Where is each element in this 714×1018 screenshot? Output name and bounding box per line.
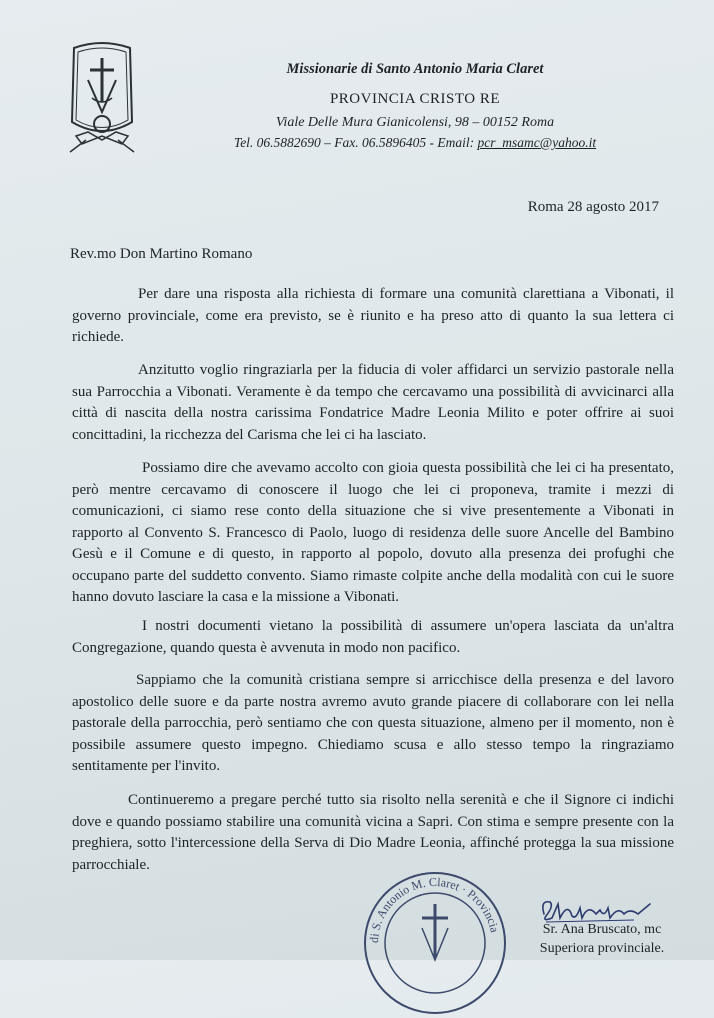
email-link[interactable]: pcr_msamc@yahoo.it: [477, 135, 597, 150]
phone-fax-text: Tel. 06.5882690 – Fax. 06.5896405 - Email:: [233, 135, 478, 150]
signatory-block: [532, 920, 672, 958]
province-name: PROVINCIA CRISTO RE: [329, 91, 501, 107]
organization-name: Missionarie di Santo Antonio Maria Claret: [286, 61, 544, 77]
congregation-crest-icon: [62, 40, 142, 160]
letter-date: Roma 28 agosto 2017: [527, 199, 659, 215]
signatory-name: Sr. Ana Bruscato, mc: [542, 922, 662, 937]
stamp-text: di S. Antonio M. Claret · Provincia: [366, 874, 502, 944]
body-paragraph: Per dare una risposta alla richiesta di formare una comunità clarettiana a Vibonati, il governo provinciale, come era previsto, se è riunito e ha preso atto di quanto la sua lettera ci richiede.: [72, 286, 674, 345]
address-line: Viale Delle Mura Gianicolensi, 98 – 00152 Roma: [275, 115, 555, 130]
contact-line: [200, 136, 630, 150]
body-paragraph: Sappiamo che la comunità cristiana sempre si arricchisce della presenza e del lavoro apostolico delle suore e da parte nostra avremo avuto grande piacere di collaborare con lei nella pastorale della parrocchia, però sentiamo che con questa situazione, almeno per il momento, non è possibile assumere questo impegno. Chiediamo scusa e allo stesso tempo la ringraziamo sentitamente per l'invito.: [72, 672, 674, 774]
body-paragraph: Possiamo dire che avevamo accolto con gioia questa possibilità che lei ci ha presentato, però mentre cercavamo di conoscere il luogo che lei ci proponeva, tramite i mezzi di comunicazioni, ci siamo rese conto della situazione che si vive presentemente a Vibonati in rapporto al Convento S. Francesco di Paolo, luogo di residenza delle suore Ancelle del Bambino Gesù e il Comune e di questo, in rapporto al popolo, dovuto alla presenza dei profughi che occupano parte del suddetto convento. Siamo rimaste colpite anche della modalità con cui le suore hanno dovuto lasciare la casa e la missione a Vibonati.: [72, 460, 674, 605]
body-paragraph: Continueremo a pregare perché tutto sia risolto nella serenità e che il Signore ci indichi dove e quando possiamo stabilire una comunità vicina a Sapri. Con stima e sempre presente con la preghiera, sotto l'intercessione della Serva di Dio Madre Leonia, affinché protegga la sua missione parrocchiale.: [72, 792, 674, 873]
official-stamp-icon: [360, 868, 510, 1018]
salutation: Rev.mo Don Martino Romano: [70, 246, 253, 262]
body-paragraph: Anzitutto voglio ringraziarla per la fiducia di voler affidarci un servizio pastorale nella sua Parrocchia a Vibonati. Veramente è da tempo che cercavamo una possibilità di avvicinarci alla città di nascita della nostra carissima Fondatrice Madre Leonia Milito e poter offrire ai suoi concittadini, la ricchezza del Carisma che lei ci ha lasciato.: [72, 362, 674, 443]
body-paragraph: I nostri documenti vietano la possibilità di assumere un'opera lasciata da un'altra Congregazione, quando questa è avvenuta in modo non pacifico.: [72, 618, 674, 656]
signatory-title: Superiora provinciale.: [539, 941, 665, 956]
